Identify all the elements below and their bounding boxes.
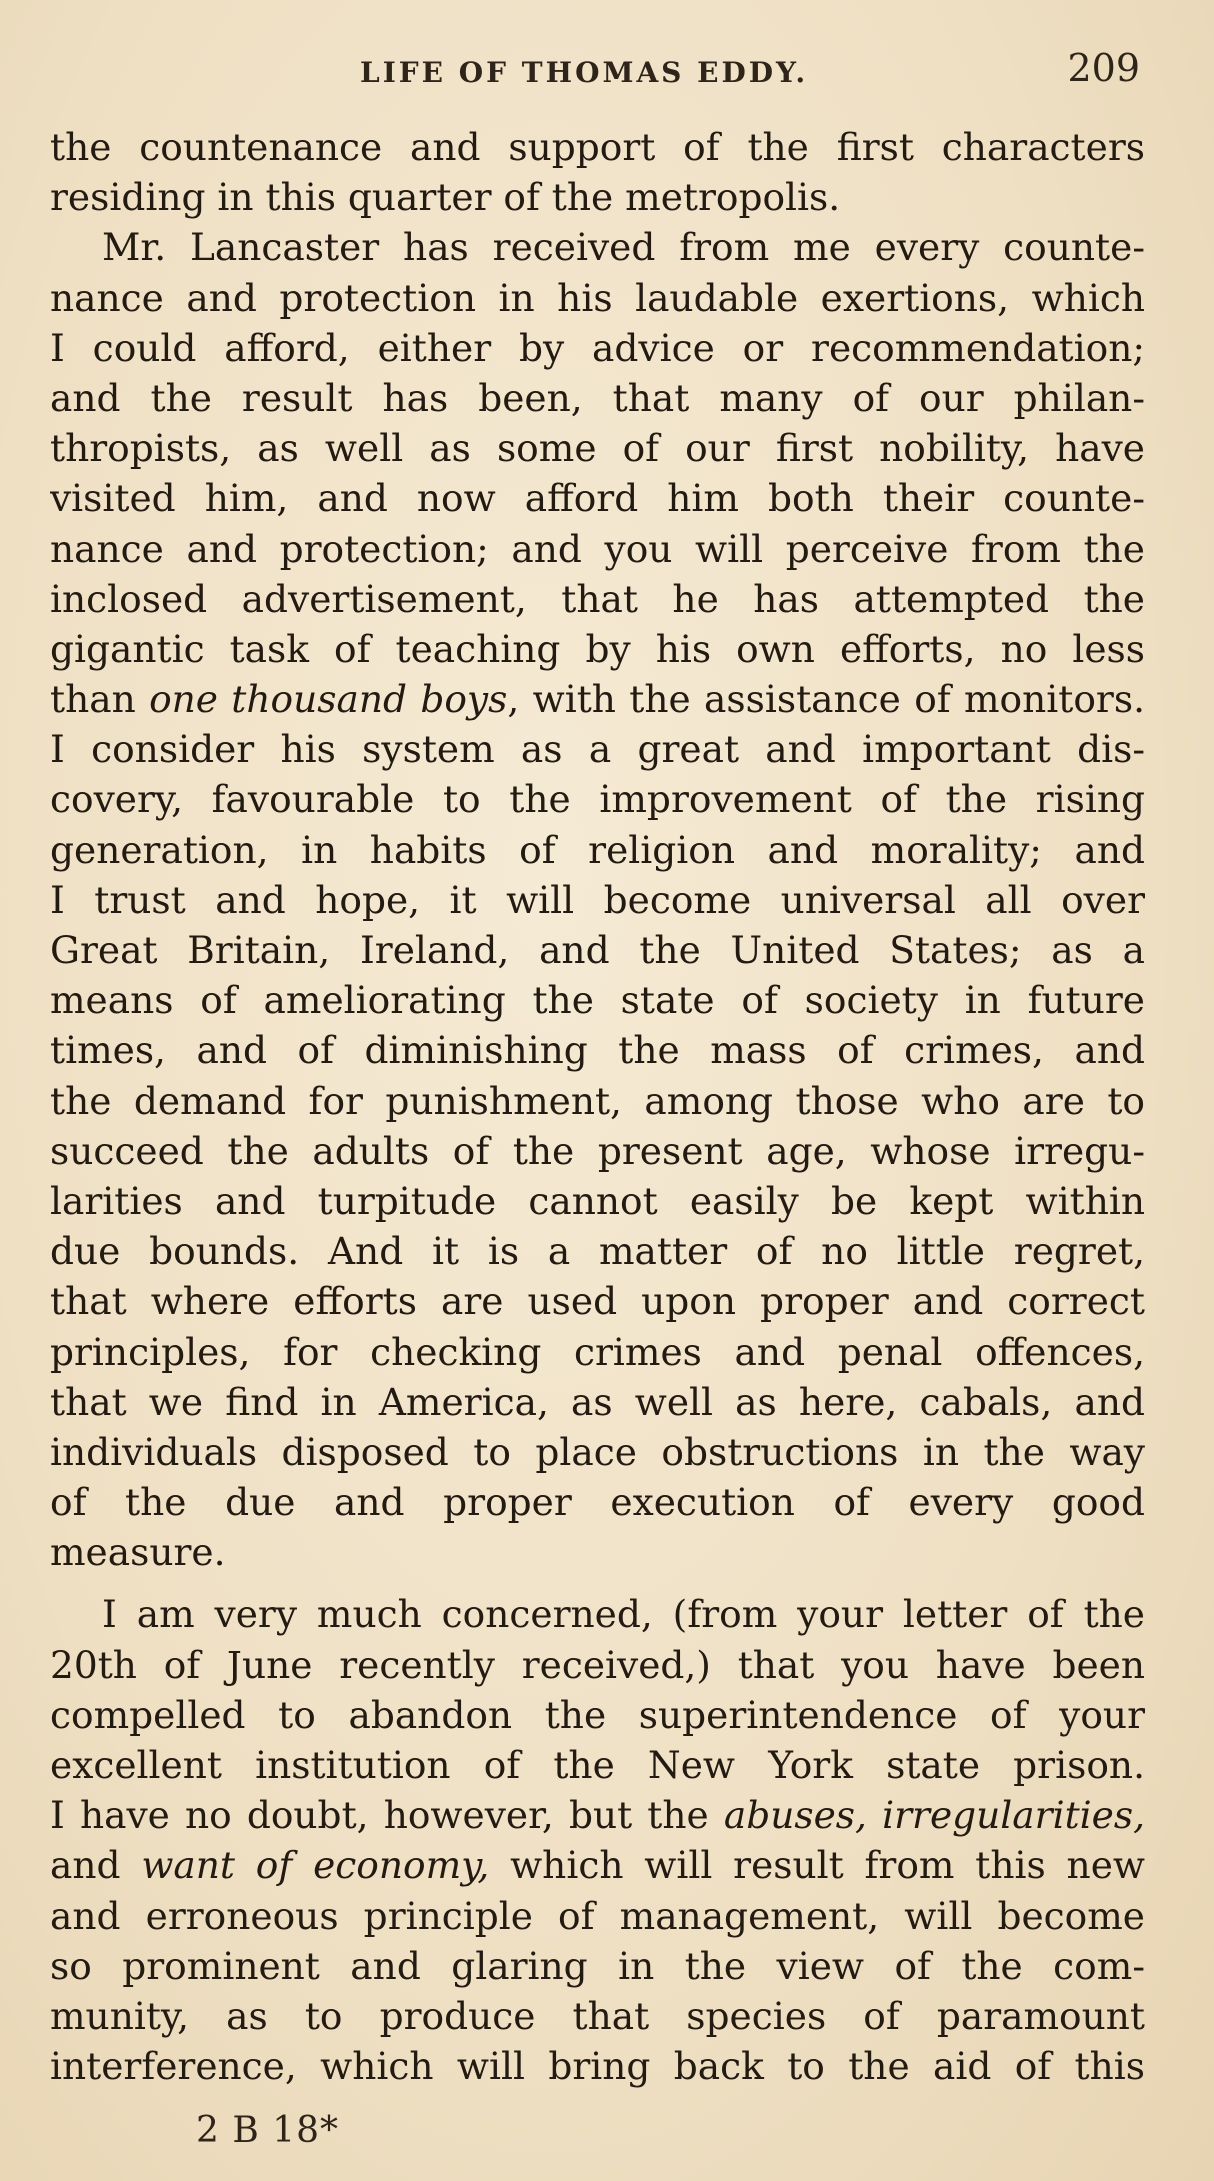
text-line: visited him, and now afford him both their counte- [50, 476, 1145, 521]
text-line: gigantic task of teaching by his own efforts, no less [50, 626, 1145, 671]
text-line: principles, for checking crimes and penal offences, [50, 1329, 1145, 1374]
text-line: due bounds. And it is a matter of no little regret, [50, 1229, 1145, 1274]
paragraph-2 [50, 222, 1145, 1577]
text-line: so prominent and glaring in the view of the com- [50, 1943, 1145, 1988]
text-line-with-italic [50, 674, 1145, 724]
text-line: I consider his system as a great and important dis- [50, 727, 1145, 772]
italic-phrase: want of economy, [141, 1843, 490, 1888]
text-line: the countenance and support of the first characters [50, 125, 1145, 169]
page-header [50, 44, 1140, 104]
italic-phrase: one thousand boys [149, 677, 508, 722]
text-line-with-italic [50, 1840, 1145, 1890]
signature-mark: 2 B 18* [196, 2110, 340, 2151]
running-head: LIFE OF THOMAS EDDY. [360, 56, 809, 89]
text-line: compelled to abandon the superintendence of your [50, 1692, 1145, 1737]
text-line: larities and turpitude cannot easily be kept within [50, 1178, 1145, 1223]
text-fragment: which will result from this new [489, 1843, 1145, 1888]
text-line: thropists, as well as some of our first nobility, have [50, 426, 1145, 471]
text-line: munity, as to produce that species of paramount [50, 1993, 1145, 2038]
text-line: excellent institution of the New York state prison. [50, 1743, 1145, 1787]
text-line: interference, which will bring back to the aid of this [50, 2044, 1145, 2089]
text-line: succeed the adults of the present age, whose irregu- [50, 1128, 1145, 1173]
paragraph-3 [50, 1589, 1145, 2091]
text-line: 20th of June recently received,) that you have been [50, 1642, 1145, 1687]
text-line-with-italic [50, 1790, 1145, 1840]
text-line: I could afford, either by advice or recommendation; [50, 325, 1145, 370]
text-line: I am very much concerned, (from your letter of the [102, 1592, 1145, 1637]
text-line: and erroneous principle of management, will become [50, 1893, 1145, 1938]
text-fragment: than [50, 677, 150, 722]
text-line: inclosed advertisement, that he has attempted the [50, 576, 1145, 621]
text-line: generation, in habits of religion and morality; and [50, 827, 1145, 872]
text-line: times, and of diminishing the mass of crimes, and [50, 1028, 1145, 1073]
text-line: that we find in America, as well as here, cabals, and [50, 1379, 1145, 1424]
text-line: means of ameliorating the state of society in future [50, 978, 1145, 1023]
text-line: residing in this quarter of the metropolis. [50, 175, 841, 220]
paragraph-1 [50, 122, 1145, 222]
text-line: I trust and hope, it will become universal all over [50, 877, 1145, 922]
text-line: the demand for punishment, among those who are to [50, 1078, 1145, 1123]
text-line: nance and protection in his laudable exertions, which [50, 275, 1145, 320]
text-line: Mr. Lancaster has received from me every counte- [102, 225, 1145, 270]
text-line: measure. [50, 1530, 226, 1575]
text-fragment: I have no doubt, however, but the [50, 1793, 724, 1838]
text-line: of the due and proper execution of every good [50, 1480, 1145, 1525]
text-fragment: , with the assistance of monitors. [507, 677, 1145, 722]
text-line: and the result has been, that many of our philan- [50, 375, 1145, 420]
page-number: 209 [1067, 46, 1140, 90]
italic-phrase: abuses, irregularities, [723, 1793, 1145, 1838]
text-line: Great Britain, Ireland, and the United States; as a [50, 928, 1145, 972]
text-line: nance and protection; and you will perceive from the [50, 526, 1145, 571]
text-line: individuals disposed to place obstructions in the way [50, 1429, 1145, 1474]
body-text [50, 122, 1145, 2091]
text-fragment: and [50, 1843, 142, 1888]
text-line: covery, favourable to the improvement of the rising [50, 777, 1145, 822]
text-line: that where efforts are used upon proper and correct [50, 1279, 1145, 1324]
